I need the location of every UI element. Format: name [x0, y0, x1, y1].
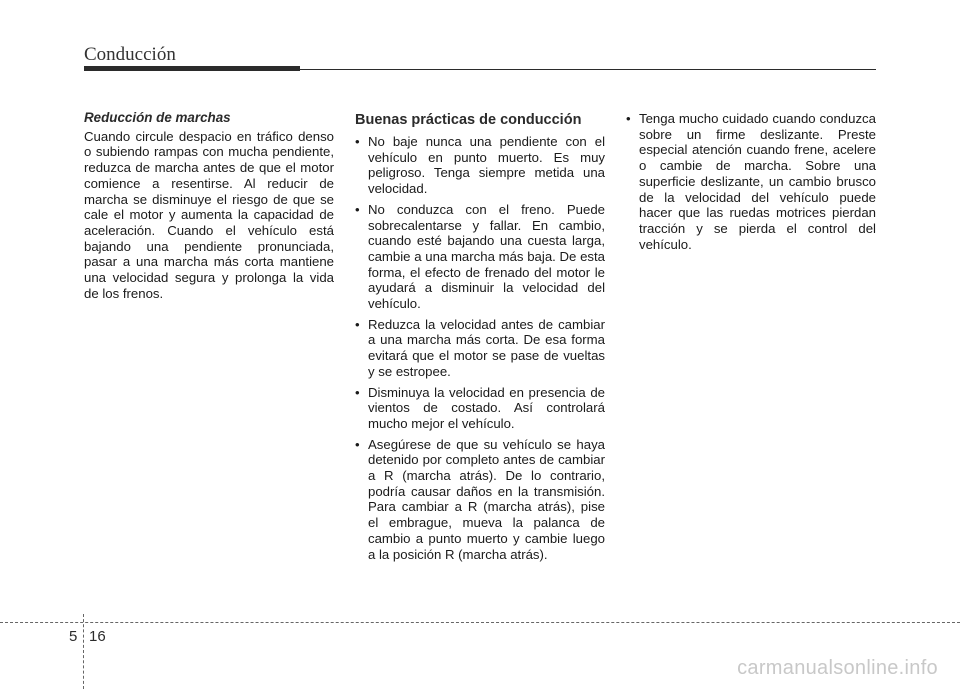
middle-column	[355, 111, 605, 567]
header-rule-thin	[300, 69, 876, 70]
bullet-icon: •	[355, 316, 360, 332]
list-item-text: Asegúrese de que su vehículo se haya detenido por completo antes de cambiar a R (marcha atrás). De lo contrario, podría causar daños en la transmisión. Para cambiar a R (marcha atrás), pise el embrague, mueva la palanca de cambio a punto muerto y cambie luego a la posición R (marcha atrás).	[368, 436, 605, 562]
bullet-icon: •	[355, 384, 360, 400]
footer-dashed-rule	[0, 622, 960, 623]
page-number: 16	[89, 628, 106, 645]
list-item-text: Tenga mucho cuidado cuando conduzca sobre un firme deslizante. Preste especial atención cuando frene, acelere o cambie de marcha. Sobre una superficie deslizante, un cambio brusco de la velocidad del vehículo puede hacer que las ruedas motrices pierdan tracción y se pierda el control del vehículo.	[639, 111, 876, 252]
bullet-icon: •	[355, 436, 360, 452]
right-column	[626, 111, 876, 257]
list-item	[355, 437, 605, 563]
list-item	[355, 317, 605, 380]
bullet-icon: •	[626, 111, 631, 126]
list-item	[355, 385, 605, 432]
chapter-title: Conducción	[84, 44, 176, 65]
good-practices-list-continued	[626, 111, 876, 252]
left-column	[84, 110, 334, 301]
subheading-downshifting: Reducción de marchas	[84, 110, 231, 125]
list-item-text: No conduzca con el freno. Puede sobrecalentarse y fallar. En cambio, cuando esté bajando una cuesta larga, cambie a una marcha más baja. De esta forma, el efecto de frenado del motor le ayudará a disminuir la velocidad del vehículo.	[368, 201, 605, 312]
bullet-icon: •	[355, 134, 360, 149]
list-item	[355, 202, 605, 312]
list-item	[626, 111, 876, 252]
list-item	[355, 134, 605, 197]
watermark: carmanualsonline.info	[737, 657, 938, 679]
good-practices-list	[355, 134, 605, 562]
bullet-icon: •	[355, 201, 360, 217]
list-item-text: No baje nunca una pendiente con el vehículo en punto muerto. Es muy peligroso. Tenga siempre metida una velocidad.	[368, 134, 605, 197]
downshifting-paragraph: Cuando circule despacio en tráfico denso o subiendo rampas con mucha pendiente, reduzca de marcha antes de que el motor comience a resentirse. Al reducir de marcha se disminuye el riesgo de que se cale el motor y aumenta la capacidad de aceleración. Cuando el vehículo está bajando una pendiente pronunciada, pasar a una marcha más corta mantiene una velocidad segura y prolonga la vida de los frenos.	[84, 128, 334, 301]
header-rule-thick	[84, 66, 300, 71]
list-item-text: Disminuya la velocidad en presencia de vientos de costado. Así controlará mucho mejor el vehículo.	[368, 384, 605, 431]
section-heading-good-practices: Buenas prácticas de conducción	[355, 112, 582, 128]
footer-dashed-divider	[83, 614, 84, 689]
chapter-number: 5	[69, 628, 78, 645]
list-item-text: Reduzca la velocidad antes de cambiar a una marcha más corta. De esa forma evitará que el motor se pase de vueltas y se estropee.	[368, 316, 605, 379]
